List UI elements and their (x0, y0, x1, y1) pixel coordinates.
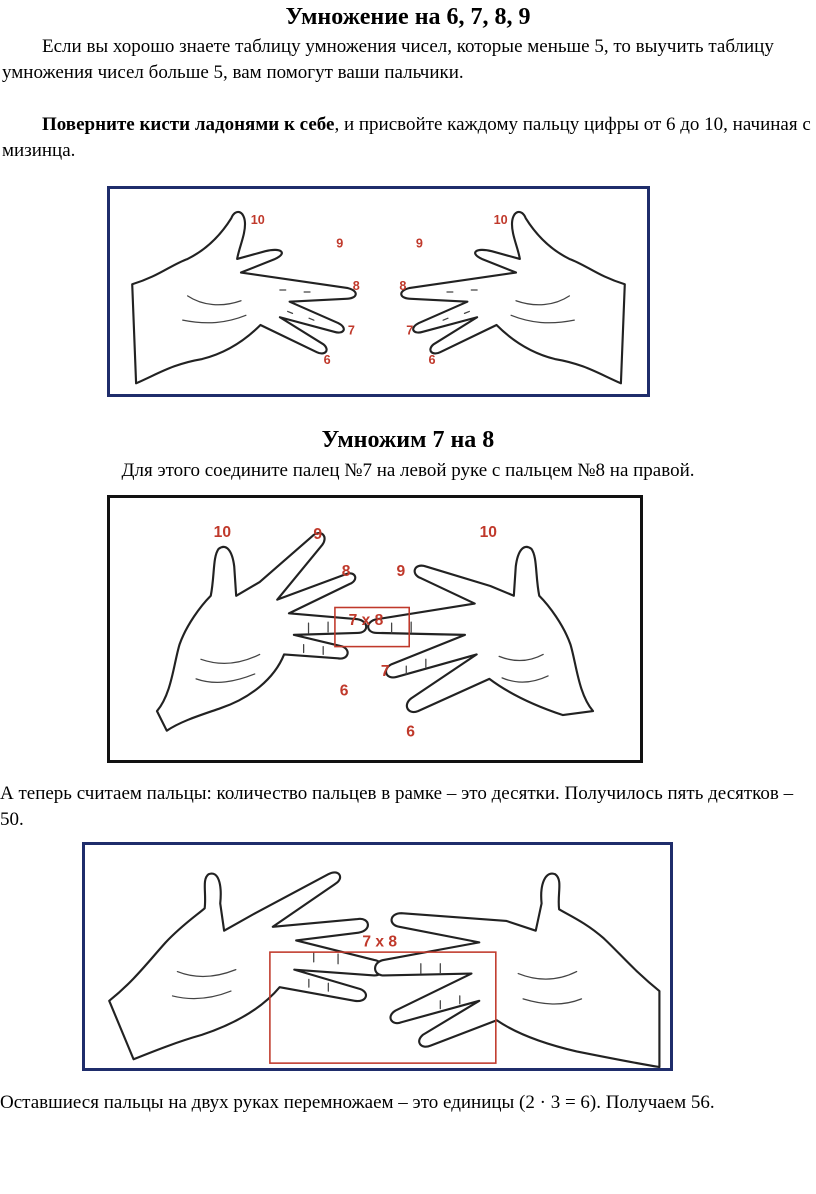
join-fingers-illustration (110, 498, 640, 760)
frame-label: 7 x 8 (348, 612, 384, 630)
label-left-7: 7 (347, 323, 355, 338)
label-left-8: 8 (341, 563, 351, 581)
section-title: Умножим 7 на 8 (321, 427, 495, 453)
frame-label: 7 x 8 (362, 933, 398, 951)
figure-hands-numbered (107, 186, 650, 397)
right-hand (375, 874, 659, 1067)
label-right-10: 10 (493, 212, 508, 227)
count-fingers-illustration (85, 845, 670, 1068)
figure-join-fingers (107, 495, 643, 763)
label-right-6: 6 (406, 723, 415, 741)
label-right-9: 9 (415, 236, 423, 251)
left-hand (132, 212, 356, 383)
label-left-10: 10 (213, 524, 232, 542)
label-left-9: 9 (313, 526, 323, 544)
instruction-bold: Поверните кисти ладонями к себе (42, 114, 335, 135)
label-right-7: 7 (380, 662, 390, 680)
label-left-10: 10 (250, 212, 265, 227)
step1-text: Для этого соедините палец №7 на левой руке с пальцем №8 на правой. (121, 460, 695, 481)
label-left-9: 9 (336, 236, 344, 251)
label-right-9: 9 (396, 563, 406, 581)
intro-paragraph: Если вы хорошо знаете таблицу умножения чисел, которые меньше 5, то выучить таблицу умножения чисел больше 5, вам помогут ваши пальчики. (2, 36, 774, 83)
hands-numbered-illustration (110, 189, 647, 394)
figure-count-fingers (82, 842, 673, 1071)
instruction-paragraph (2, 112, 814, 164)
step2-text: А теперь считаем пальцы: количество пальцев в рамке – это десятки. Получилось пять десятков – 50. (0, 783, 794, 830)
label-right-8: 8 (399, 279, 407, 294)
page-title: Умножение на 6, 7, 8, 9 (285, 4, 531, 30)
instruction-rest: , и присвойте каждому пальцу цифры от 6 до 10, начиная с мизинца. (2, 114, 811, 161)
label-left-6: 6 (339, 682, 349, 700)
step3-text: Оставшиеся пальцы на двух руках перемножаем – это единицы (2 · 3 = 6). Получаем 56. (0, 1092, 715, 1113)
label-right-6: 6 (428, 352, 436, 367)
left-hand (109, 872, 383, 1059)
label-left-6: 6 (323, 352, 331, 367)
label-right-10: 10 (479, 524, 497, 542)
label-left-8: 8 (352, 279, 360, 294)
label-right-7: 7 (406, 323, 414, 338)
